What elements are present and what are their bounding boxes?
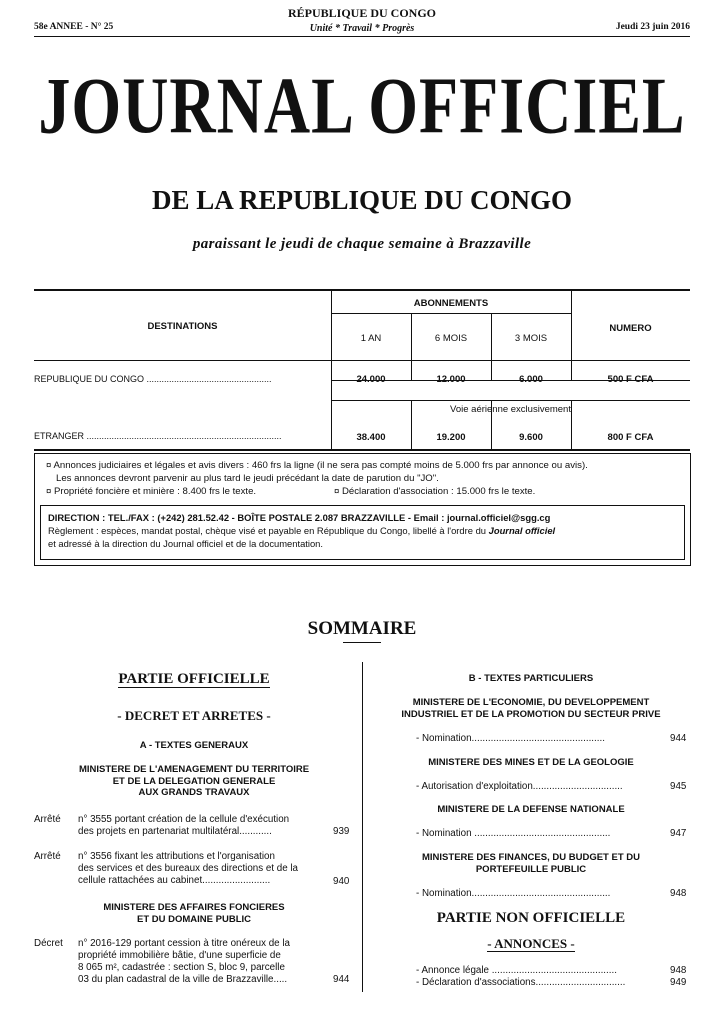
ministry-line: MINISTERE DE LA DEFENSE NATIONALE	[437, 804, 625, 815]
destination-etranger: ETRANGER ..............................................................................	[34, 431, 282, 441]
entry-line: 8 065 m², cadastrée : section S, bloc 9, parcelle	[78, 962, 285, 973]
toc-item: - Nomination...................................................	[416, 888, 611, 899]
decret-arretes-title: - DECRET ET ARRETES -	[117, 708, 271, 723]
reglement-text: Règlement : espèces, mandat postal, chèque visé et payable en République du Congo, libellé à l'ordre du	[48, 525, 489, 536]
toc-page: 944	[670, 733, 687, 744]
entry-type: Arrêté	[34, 851, 61, 862]
notice-annonces: ¤ Annonces judiciaires et légales et avis divers : 460 frs la ligne (il ne sera pas compté moins de 5.000 frs par annonce ou avis).	[46, 460, 588, 471]
entry-text	[78, 814, 328, 838]
ministry-line: MINISTERE DE L'AMENAGEMENT DU TERRITOIRE	[78, 764, 310, 775]
country-name: RÉPUBLIQUE DU CONGO	[287, 6, 436, 20]
toc-item: - Nomination ..................................................	[416, 828, 611, 839]
period-1an: 1 AN	[360, 333, 382, 344]
price-etranger-6mois: 19.200	[436, 432, 466, 443]
numero-header: NUMERO	[609, 323, 652, 334]
annonces-title	[372, 936, 690, 952]
entry-line: n° 3555 portant création de la cellule d'exécution	[78, 814, 290, 825]
ministry-line: ET DE LA DELEGATION GENERALE	[112, 775, 276, 787]
header-rule	[34, 36, 690, 37]
toc-page: 948	[670, 965, 687, 976]
issue-date: Jeudi 23 juin 2016	[615, 22, 690, 32]
entry-page: 940	[333, 876, 350, 887]
notice-propriete: ¤ Propriété foncière et minière : 8.400 frs le texte.	[46, 486, 257, 497]
entry-page: 939	[333, 826, 350, 837]
entry-line: propriété immobilière bâtie, d'une superficie de	[78, 950, 281, 961]
notice-association: ¤ Déclaration d'association : 15.000 frs le texte.	[334, 486, 536, 497]
journal-title: JOURNAL OFFICIEL	[38, 61, 686, 150]
ministry-line: MINISTERE DES AFFAIRES FONCIERES	[103, 902, 285, 913]
national-motto: Unité * Travail * Progrès	[309, 23, 415, 34]
notice-deadline: Les annonces devront parvenir au plus tard le jeudi précédant la date de parution du "JO".	[56, 473, 439, 484]
edition-number: 58e ANNEE - N° 25	[34, 22, 114, 32]
abonnements-header: ABONNEMENTS	[413, 298, 489, 309]
journal-subtitle: DE LA REPUBLIQUE DU CONGO	[151, 185, 573, 215]
toc-page: 945	[670, 781, 687, 792]
numero-congo: 500 F CFA	[607, 374, 654, 385]
ministry-economie	[372, 697, 690, 720]
subscription-table	[34, 289, 690, 451]
reglement-emphasis: Journal officiel	[488, 525, 556, 536]
price-congo-6mois: 12.000	[436, 374, 466, 385]
numero-etranger: 800 F CFA	[607, 432, 654, 443]
ministry-line: ET DU DOMAINE PUBLIC	[137, 913, 251, 925]
sommaire-rule	[343, 642, 381, 643]
sommaire-title: SOMMAIRE	[307, 618, 417, 639]
ministry-defense	[372, 804, 690, 816]
ministry-mines	[372, 757, 690, 769]
section-b-title: B - TEXTES PARTICULIERS	[468, 673, 594, 684]
ministry-finances	[372, 852, 690, 875]
toc-page: 949	[670, 977, 687, 988]
toc-page: 948	[670, 888, 687, 899]
price-congo-3mois: 6.000	[519, 374, 543, 385]
ministry-line: MINISTERE DES MINES ET DE LA GEOLOGIE	[428, 757, 634, 768]
ministry-line: AUX GRANDS TRAVAUX	[138, 787, 250, 798]
entry-type: Décret	[34, 938, 63, 949]
entry-text	[78, 851, 328, 887]
price-congo-1an: 24.000	[356, 374, 386, 385]
entry-line: des projets en partenariat multilatéral............	[78, 826, 272, 837]
direction-address: et adressé à la direction du Journal officiel et de la documentation.	[48, 538, 323, 549]
toc-item: - Autorisation d'exploitation.................................	[416, 781, 623, 792]
ministry-foncieres	[34, 902, 354, 925]
column-divider	[362, 662, 363, 992]
direction-contact: DIRECTION : TEL./FAX : (+242) 281.52.42 - BOÎTE POSTALE 2.087 BRAZZAVILLE - Email : journal.officiel@sgg.cg	[48, 512, 551, 523]
entry-line: n° 3556 fixant les attributions et l'organisation	[78, 851, 275, 862]
entry-line: n° 2016-129 portant cession à titre onéreux de la	[78, 938, 290, 949]
toc-item: - Nomination.................................................	[416, 733, 605, 744]
ministry-amenagement	[34, 764, 354, 799]
entry-type: Arrêté	[34, 814, 61, 825]
entry-line: cellule rattachées au cabinet.........................	[78, 875, 271, 886]
toc-item: - Annonce légale ..............................................	[416, 965, 617, 976]
price-etranger-1an: 38.400	[356, 432, 386, 443]
entry-line: des services et des bureaux des directions et de la	[78, 863, 299, 874]
ministry-line: INDUSTRIEL ET DE LA PROMOTION DU SECTEUR PRIVE	[401, 708, 661, 720]
partie-non-officielle: PARTIE NON OFFICIELLE	[436, 910, 626, 926]
partie-officielle-label: PARTIE OFFICIELLE	[118, 671, 270, 687]
section-a-title: A - TEXTES GENERAUX	[139, 740, 249, 751]
price-etranger-3mois: 9.600	[519, 432, 543, 443]
direction-reglement	[48, 525, 555, 537]
toc-page: 947	[670, 828, 687, 839]
ministry-line: PORTEFEUILLE PUBLIC	[475, 863, 587, 875]
annonces-label: - ANNONCES -	[487, 936, 575, 951]
period-6mois: 6 MOIS	[434, 333, 468, 344]
entry-page: 944	[333, 974, 350, 985]
air-mail-note: Voie aérienne exclusivement	[450, 404, 571, 415]
toc-item: - Déclaration d'associations.................................	[416, 977, 626, 988]
period-3mois: 3 MOIS	[514, 333, 548, 344]
ministry-line: MINISTERE DE L'ECONOMIE, DU DEVELOPPEMENT	[412, 697, 650, 708]
destinations-header: DESTINATIONS	[147, 321, 218, 332]
entry-line: 03 du plan cadastral de la ville de Brazzaville.....	[78, 974, 288, 985]
ministry-line: MINISTERE DES FINANCES, DU BUDGET ET DU	[422, 852, 640, 863]
journal-tagline: paraissant le jeudi de chaque semaine à Brazzaville	[192, 236, 532, 252]
entry-text	[78, 938, 332, 986]
partie-officielle	[34, 671, 354, 688]
destination-congo: REPUBLIQUE DU CONGO ..................................................	[34, 374, 272, 384]
